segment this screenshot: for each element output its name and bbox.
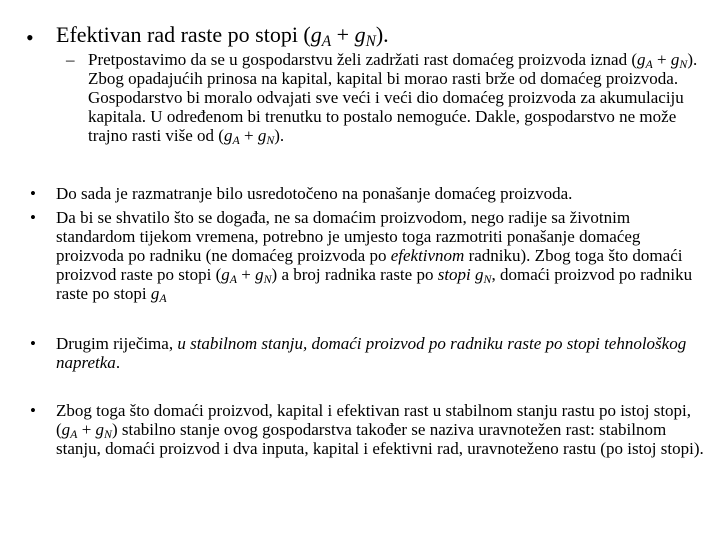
dash-bullet: –: [66, 50, 75, 69]
bullet-text: Do sada je razmatranje bilo usredotočeno na ponašanje domaćeg proizvoda.: [56, 184, 573, 203]
bullet: •: [30, 334, 36, 353]
bullet: •: [30, 401, 36, 420]
bullet-text: Zbog toga što domaći proizvod, kapital i efektivan rast u stabilnom stanju rastu po istoj stopi, $(g_A + g_N)$ stabilno stanje ovog gospodarstva također se naziva uravnotežen rast: stabilnom stanju, domaći proizvod i dva inputa, kapital i efektivni rad, uravnoteženo rastu (po istoj stopi).: [56, 401, 704, 458]
sub-bullet-text: Pretpostavimo da se u gospodarstvu želi zadržati rast domaćeg proizvoda iznad $(g_A + g_N)$. Zbog opadajućih prinosa na kapital, kapital bi morao rasti brže od domaćeg proizvoda. Gospodarstvo bi moralo odvajati sve veći i veći dio domaćeg proizvoda za akumulaciju kapitala. U određenom bi trenutku to postalo nemoguće. Dakle, gospodarstvo ne može trajno rasti više od $(g_A + g_N)$.: [88, 50, 698, 147]
bullet: •: [30, 208, 36, 227]
bullet-text: Da bi se shvatilo što se događa, ne sa domaćim proizvodom, nego radije sa životnim standardom tijekom vremena, potrebno je umjesto toga razmotriti ponašanje domaćeg proizvoda po radniku (ne domaćeg proizvoda po efektivnom radniku). Zbog toga što domaći proizvod raste po stopi $(g_A + g_N)$ a broj radnika raste po stopi $g_N$, domaći proizvod po radniku raste po stopi $g_A$: [56, 208, 693, 305]
bullet-text: Drugim riječima, u stabilnom stanju, domaći proizvod po radniku raste po stopi tehnološkog napretka.: [56, 334, 687, 372]
title-text: Efektivan rad raste po stopi $(g_A + g_N)$.: [56, 22, 389, 50]
bullet: •: [26, 25, 34, 50]
bullet: •: [30, 184, 36, 203]
